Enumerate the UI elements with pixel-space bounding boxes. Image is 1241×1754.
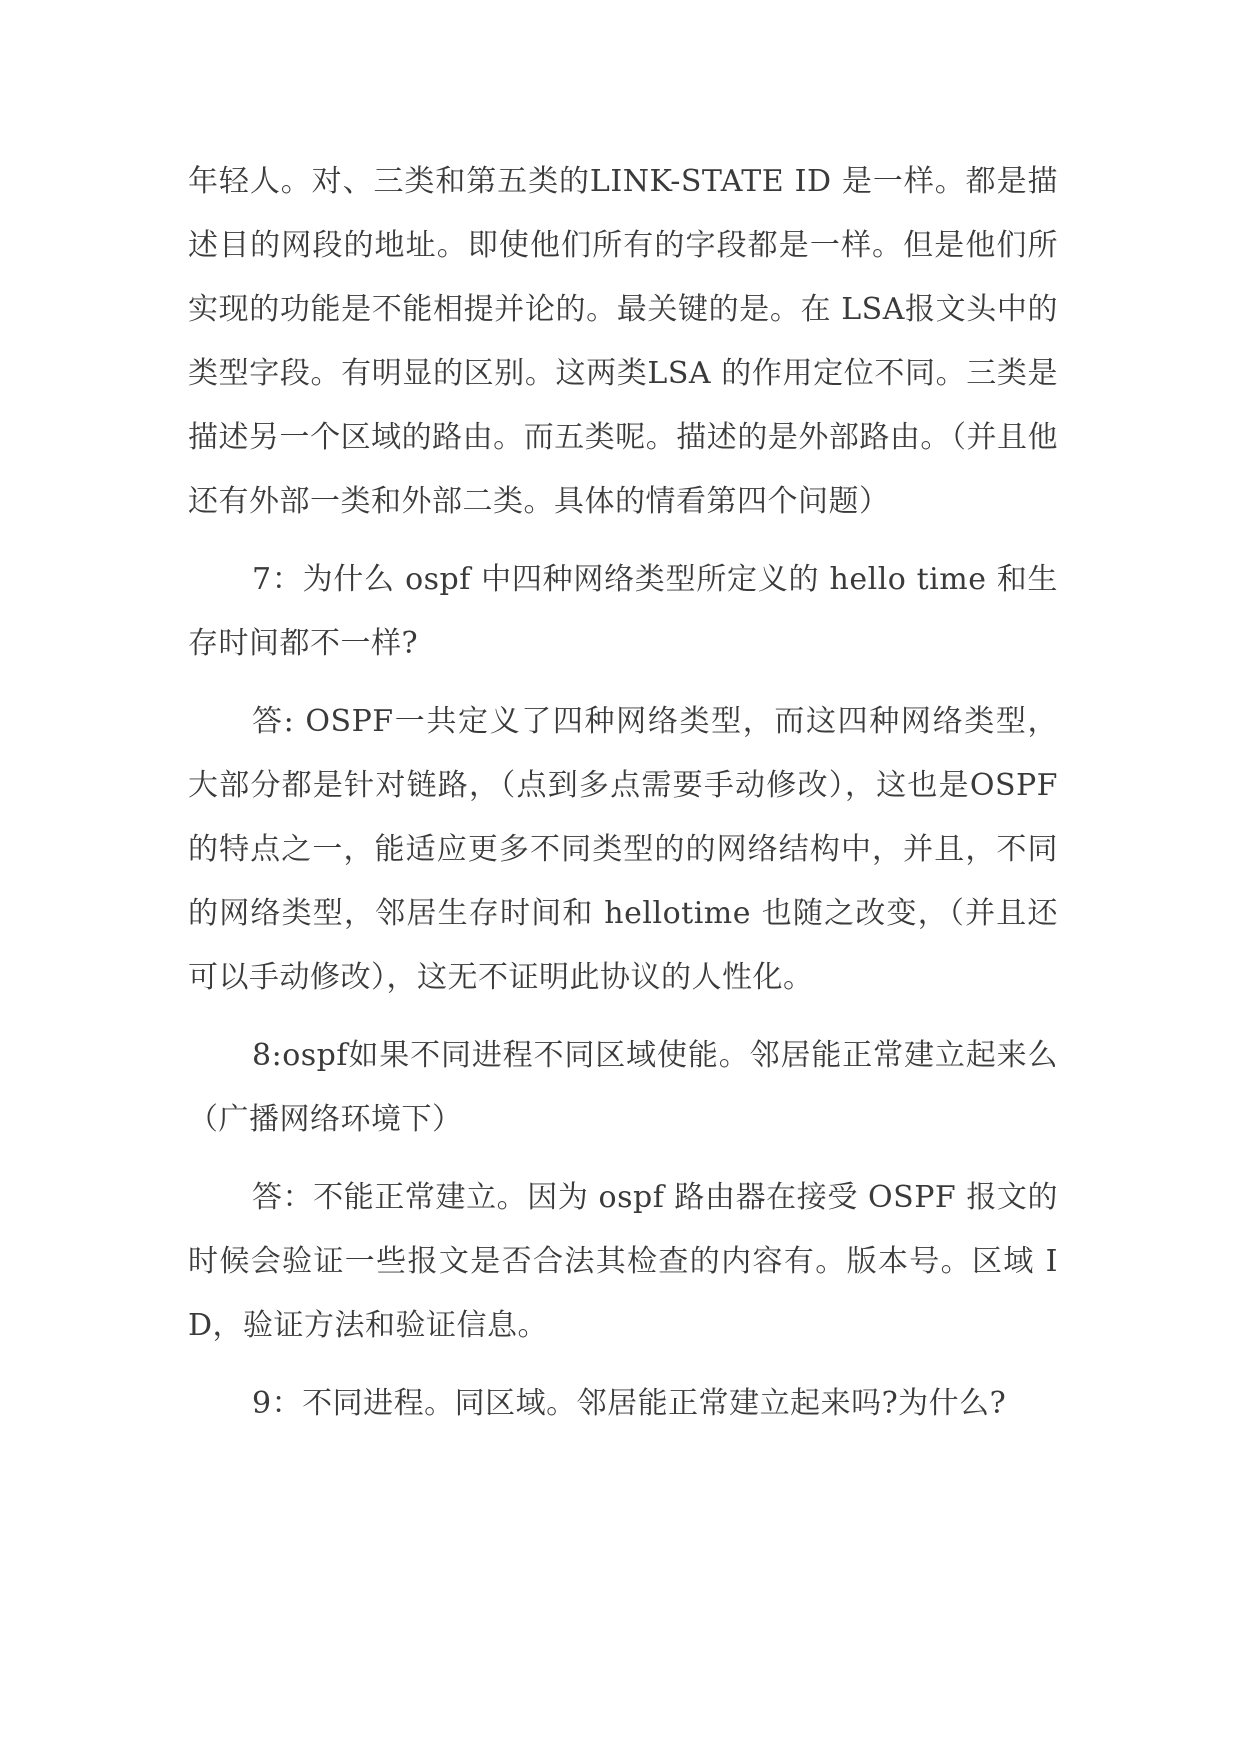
answer-7: 答: OSPF一共定义了四种网络类型，而这四种网络类型，大部分都是针对链路，（点到多点需要手动修改），这也是OSPF的特点之一，能适应更多不同类型的的网络结构中，并且，不同的网络类型，邻居生存时间和 hellotime 也随之改变，（并且还可以手动修改），这无不证明此协议的人性化。: [188, 704, 1058, 995]
paragraph-lsa-comparison: 年轻人。对、三类和第五类的LINK-STATE ID 是一样。都是描述目的网段的地址。即使他们所有的字段都是一样。但是他们所实现的功能是不能相提并论的。最关键的是。在 LSA报文头中的类型字段。有明显的区别。这两类LSA 的作用定位不同。三类是描述另一个区域的路由。而五类呢。描述的是外部路由。（并且他还有外部一类和外部二类。具体的情看第四个问题）: [188, 164, 1058, 519]
answer-8: 答：不能正常建立。因为 ospf 路由器在接受 OSPF 报文的时候会验证一些报文是否合法其检查的内容有。版本号。区域 ID，验证方法和验证信息。: [188, 1180, 1058, 1343]
question-8: 8:ospf如果不同进程不同区域使能。邻居能正常建立起来么（广播网络环境下）: [188, 1038, 1058, 1137]
question-9: 9：不同进程。同区域。邻居能正常建立起来吗?为什么?: [252, 1386, 1007, 1421]
document-body: [188, 150, 1058, 1436]
question-7: 7：为什么 ospf 中四种网络类型所定义的 hello time 和生存时间都不一样?: [188, 562, 1058, 661]
